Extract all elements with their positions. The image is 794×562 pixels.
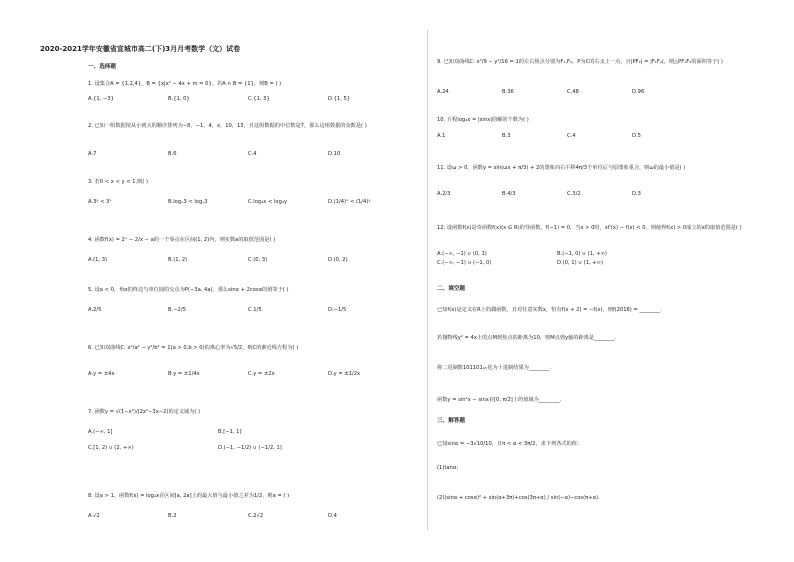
option-c: C.{1, 3} [248, 96, 270, 102]
option-b: B.4/3 [502, 191, 516, 197]
exam-title: 2020-2021学年安徽省宣城市高二(下)3月月考数学（文）试卷 [40, 45, 241, 53]
question-7: 7. 函数y = √(1−x²)/(2x²−3x−2)的定义域为( ) [88, 409, 201, 415]
option-b: B.[−1, 1] [218, 429, 242, 435]
option-a: A.24 [437, 89, 449, 95]
option-b: B.(1, 2) [168, 257, 188, 263]
question-9: 9. 已知双曲线C: x²/9 − y²/16 = 1的左右焦点分别为F₁,F₂，P为C的右支上一点，且|PF₂| = |F₁F₂|，则△PF₁F₂的面积等于( ) [437, 59, 723, 65]
option-c: C.(0, 3) [248, 257, 268, 263]
option-a: A.(−∞, −1) ∪ (0, 1) [437, 251, 487, 257]
option-c: C.1/5 [248, 307, 262, 313]
option-a: A.2/3 [437, 191, 451, 197]
option-c: C.3/2 [567, 191, 581, 197]
question-3-options [88, 198, 408, 206]
option-a: A.√2 [88, 513, 100, 519]
option-b: B.−2/5 [168, 307, 186, 313]
option-b: B.y = ±1/4x [168, 371, 200, 377]
question-13: 已知f(x)是定义在R上的偶函数，且对任意实数x，恒有f(x + 2) = −f(x)，则f(2016) = ________. [437, 307, 662, 313]
question-8-options [88, 512, 408, 520]
question-16: 函数y = sin²x − sinx在[0, π/2]上的值域为________. [437, 397, 562, 403]
question-3: 3. 若0 < x < y < 1,则( ) [88, 179, 148, 185]
section-solutions: 三、解答题 [437, 418, 465, 424]
option-c: C.[1, 2) ∪ (2, +∞) [88, 445, 134, 451]
question-5-options [88, 306, 408, 314]
option-c: C.4 [248, 151, 257, 157]
question-4-options [88, 256, 408, 264]
question-7-options-2 [88, 444, 348, 452]
question-6-options [88, 370, 408, 378]
section-choice: 一、选择题 [88, 64, 116, 70]
section-fill-in: 二、填空题 [437, 286, 465, 292]
option-d: D.(0, 2) [328, 257, 348, 263]
option-d: D.5 [632, 133, 641, 139]
option-c: C.y = ±2x [248, 371, 275, 377]
option-b: B.6 [168, 151, 177, 157]
option-b: B.{1, 0} [168, 96, 190, 102]
option-a: A.(1, 3) [88, 257, 108, 263]
question-5: 5. 设a < 0，角α的终边与单位圆的交点为P(−3a, 4a)，那么sinα + 2cosα的值等于( ) [88, 287, 289, 293]
option-d: D.10 [328, 151, 341, 157]
question-10: 10. 方程log₄x = |sinx|的解的个数为( ) [437, 117, 529, 123]
question-17-part-2: (2)(sinα + cosα)² + sin(α+3π)+cos(3π+α) / sin(−α)−cos(π+α). [437, 495, 600, 501]
option-a: A.1 [437, 133, 446, 139]
option-c: C.log₄x < log₄y [248, 199, 288, 205]
question-12: 12. 设函数f(x)是奇函数f(x)(x ∈ R)的导函数，f(−1) = 0，当x > 0时，xf′(x) − f(x) < 0，则使得f(x) > 0成立的x的取值范围是( ) [437, 225, 742, 231]
option-b: B.2 [168, 513, 177, 519]
question-1-options [88, 95, 408, 103]
question-2: 2. 已知一组数据按从小到大的顺序排列为−8，−1，4，x，10，13，且这组数据的中位数是7，那么这组数据的众数是( ) [88, 123, 367, 129]
option-c: C.(−∞, −1) ∪ (−1, 0) [437, 260, 492, 266]
option-d: D.3 [632, 191, 641, 197]
column-divider [427, 30, 428, 530]
option-d: D.{1, 5} [328, 96, 351, 102]
option-b: B.36 [502, 89, 514, 95]
option-c: C.2√2 [248, 513, 264, 519]
question-12-options-2 [437, 259, 677, 267]
question-4: 4. 函数f(x) = 2ˣ − 2/x − a的一个零点在区间(1, 2)内，则实数a的取值范围是( ) [88, 237, 276, 243]
option-b: B.3 [502, 133, 511, 139]
option-a: A.y = ±4x [88, 371, 115, 377]
option-d: D.(0, 1) ∪ (1, +∞) [557, 260, 603, 266]
question-8: 8. 设a > 1，函数f(x) = logₐx在区间[a, 2a]上的最大值与最小值之差为1/2，则a = ( ) [88, 493, 290, 499]
option-c: C.4 [567, 133, 576, 139]
option-d: D.96 [632, 89, 645, 95]
option-d: D.4 [328, 513, 337, 519]
question-2-options [88, 150, 408, 158]
question-1: 1. 设集合A = {1,2,4}，B = {x|x² − 4x + m = 0}，若A ∩ B = {1}，则B = ( ) [88, 81, 282, 87]
question-15: 将二进制数101101₍₂₎化为十进制结果为________. [437, 365, 552, 371]
option-a: A.(−∞, 1] [88, 429, 113, 435]
option-a: A.{1, −3} [88, 96, 114, 102]
question-14: 若抛物线y² = 4x上的点M到焦点的距离为10，则M点到y轴的距离是________. [437, 335, 617, 341]
option-d: D.−1/5 [328, 307, 347, 313]
question-12-options [437, 250, 677, 258]
question-11-options [437, 190, 697, 198]
question-6: 6. 已知双曲线C: x²/a² − y²/b² = 1(a > 0,b > 0)的离心率为√5/2，则C的渐近线方程为( ) [88, 345, 299, 351]
question-11: 11. 设ω > 0，函数y = sin(ωx + π/3) + 2的图象向右平移4π/3个单位后与原图象重合，则ω的最小值是( ) [437, 165, 686, 171]
option-a: A.3ʸ < 3ˣ [88, 199, 112, 205]
option-b: B.logₓ3 < logᵧ3 [168, 199, 208, 205]
option-d: D.y = ±1/2x [328, 371, 361, 377]
option-a: A.2/5 [88, 307, 102, 313]
question-9-options [437, 88, 697, 96]
option-b: B.(−1, 0) ∪ (1, +∞) [557, 251, 607, 257]
option-a: A.7 [88, 151, 97, 157]
option-d: D.(1/4)ˣ < (1/4)ʸ [328, 199, 371, 205]
question-10-options [437, 132, 697, 140]
option-d: D.(−1, −1/2) ∪ (−1/2, 1] [218, 445, 282, 451]
question-7-options [88, 428, 348, 436]
question-17: 已知sinα = −3√10/10，且π < α < 3π/2，求下列各式的值： [437, 441, 583, 447]
option-c: C.48 [567, 89, 579, 95]
question-17-part-1: (1)tanα； [437, 465, 462, 471]
